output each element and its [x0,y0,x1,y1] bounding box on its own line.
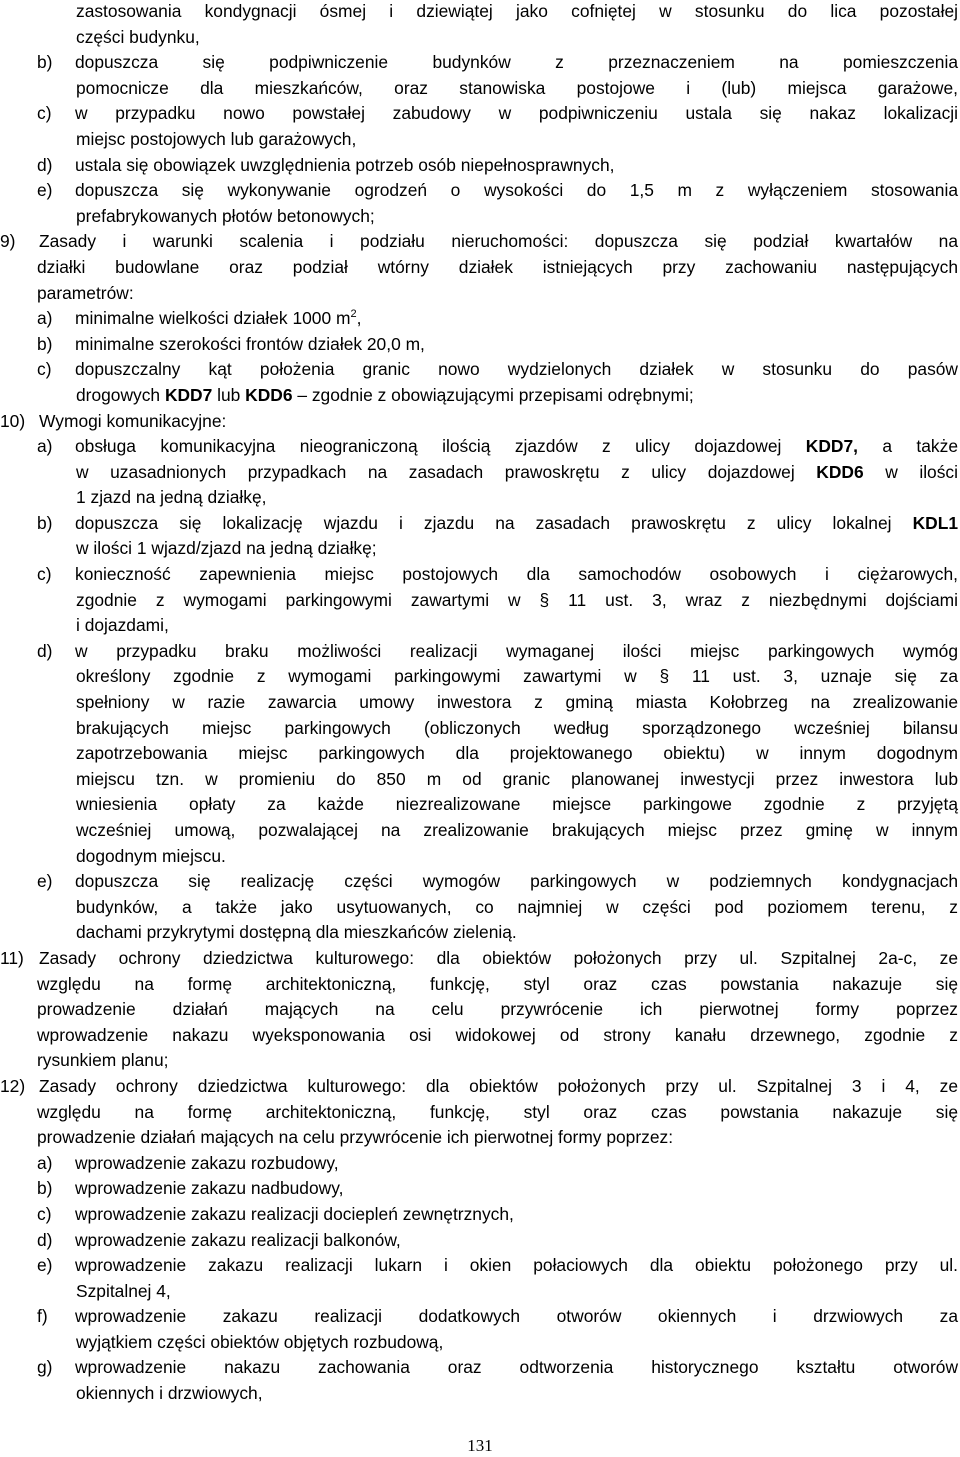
text-run: Wymogi komunikacyjne: [39,410,227,431]
list-item-line [0,50,960,76]
list-item-line [0,1151,960,1177]
text-run: , [356,308,362,329]
text-line [0,741,960,767]
text-line [0,972,960,998]
text-run: pomocnicze dla mieszkańców, oraz stanowiska postojowe i (lub) miejsca garażowe, [76,77,958,98]
superscript: 2 [350,308,357,321]
list-item-line [0,434,960,460]
list-marker: c) [37,359,52,380]
list-item-line [0,869,960,895]
text-line [0,25,960,51]
text-line [0,281,960,307]
road-code: KDD7, [805,436,858,457]
list-marker: 12) [0,1075,26,1096]
list-item-line [0,1074,960,1100]
text-run: wyjątkiem części obiektów objętych rozbudową, [76,1331,444,1352]
list-item-line [0,639,960,665]
text-run: miejscu tzn. w promieniu do 850 m od granic planowanej inwestycji przez inwestora lub [76,768,958,789]
list-item-line [0,409,960,435]
list-marker: d) [37,640,53,661]
text-line [0,204,960,230]
text-line [0,767,960,793]
list-item-line [0,229,960,255]
text-run: minimalne szerokości frontów działek 20,0 m, [75,333,425,354]
text-line [0,255,960,281]
list-marker: d) [37,1229,53,1250]
list-marker: 11) [0,947,24,968]
text-run: Szpitalnej 4, [76,1280,171,1301]
text-run: dopuszczalny kąt położenia granic nowo wydzielonych działek w stosunku do pasów [75,359,958,380]
list-item-line [0,332,960,358]
list-marker: d) [37,154,53,175]
text-run: wcześniej umową, pozwalającej na zrealizowanie brakujących miejsc przez gminę w innym [76,820,958,840]
text-run: dopuszcza się realizację części wymogów parkingowych w podziemnych kondygnacjach [75,871,958,892]
list-marker: 9) [0,231,16,252]
text-run: zastosowania kondygnacji ósmej i dziewiątej jako cofniętej w stosunku do lica pozostałej [76,1,958,21]
text-run: ustala się obowiązek uwzględnienia potrzeb osób niepełnosprawnych, [75,154,615,175]
text-run: rysunkiem planu; [37,1050,169,1071]
list-item-line [0,1253,960,1279]
text-line [0,76,960,102]
text-line [0,818,960,844]
list-item-line [0,1176,960,1202]
text-line [0,690,960,716]
list-item-line [0,357,960,383]
list-item-line [0,511,960,537]
text-line [0,997,960,1023]
text-line [0,0,960,25]
text-line [0,588,960,614]
list-item-line [0,1228,960,1254]
list-marker: b) [37,333,53,354]
list-marker: a) [37,436,53,457]
text-line [0,383,960,409]
text-line [0,536,960,562]
list-marker: b) [37,512,53,533]
list-item-line [0,153,960,179]
text-run: dogodnym miejscu. [76,845,226,866]
list-marker: b) [37,1178,53,1199]
text-run: prefabrykowanych płotów betonowych; [76,205,375,226]
road-code: KDD7 [164,384,213,405]
text-run: wprowadzenie zakazu nadbudowy, [75,1178,344,1199]
text-line [0,664,960,690]
list-marker: 10) [0,410,26,431]
text-run: w ilości [863,461,958,482]
text-line [0,1330,960,1356]
text-run: wprowadzenie nakazu wyeksponowania osi widokowej od strony kanału drzewnego, zgodnie z [37,1024,958,1045]
text-run: części budynku, [76,26,200,47]
text-run: wprowadzenie zakazu realizacji balkonów, [75,1229,401,1250]
text-line [0,127,960,153]
text-run: Zasady i warunki scalenia i podziału nieruchomości: dopuszcza się podział kwartałów na [39,231,958,252]
text-run: spełniony w razie zawarcia umowy inwestora z gminą miasta Kołobrzeg na zrealizowanie [76,692,958,713]
list-marker: b) [37,52,53,73]
list-item-line [0,101,960,127]
text-run: okiennych i drzwiowych, [76,1383,263,1404]
text-run: Zasady ochrony dziedzictwa kulturowego: dla obiektów położonych przy ul. Szpitalnej 2a-c, ze [39,947,958,968]
text-run: 1 zjazd na jedną działkę, [76,487,267,508]
text-run: w ilości 1 wjazd/zjazd na jedną działkę; [76,538,377,559]
list-marker: c) [37,1203,52,1224]
text-line [0,844,960,870]
text-run: prowadzenie działań mających na celu przywrócenie ich pierwotnej formy poprzez [37,999,958,1020]
list-marker: a) [37,308,53,329]
text-run: wprowadzenie nakazu zachowania oraz odtworzenia historycznego kształtu otworów [75,1357,958,1378]
text-run: – zgodnie z obowiązującymi przepisami odrębnymi; [292,384,694,405]
text-run: w przypadku braku możliwości realizacji wymaganej ilości miejsc parkingowych wymóg [75,640,958,661]
list-item-line [0,1202,960,1228]
text-line [0,895,960,921]
text-line [0,613,960,639]
text-run: dachami przykrytymi dostępną dla mieszkańców zielenią. [76,922,517,943]
list-marker: c) [37,103,52,124]
text-run: parametrów: [37,282,134,303]
text-run: wniesienia opłaty za każde niezrealizowane miejsce parkingowe zgodnie z przyjętą [76,794,958,815]
text-run: dopuszcza się podpiwniczenie budynków z przeznaczeniem na pomieszczenia [75,52,958,73]
text-run: miejsc postojowych lub garażowych, [76,128,357,149]
list-marker: c) [37,564,52,585]
text-run: i dojazdami, [76,615,169,636]
text-run: zapotrzebowania miejsc parkingowych dla projektowanego obiektu) w innym dogodnym [76,743,958,764]
text-run: a także [857,436,958,457]
road-code: KDD6 [816,461,864,482]
text-run: wprowadzenie zakazu realizacji dociepleń zewnętrznych, [75,1203,514,1224]
list-marker: e) [37,180,53,201]
text-run: Zasady ochrony dziedzictwa kulturowego: dla obiektów położonych przy ul. Szpitalnej 3 i 4, ze [39,1075,958,1096]
text-run: brakujących miejsc parkingowych (obliczonych według sporządzonego wcześniej bilansu [76,717,958,738]
text-run: obsługa komunikacyjna nieograniczoną ilością zjazdów z ulicy dojazdowej [75,436,806,457]
list-marker: a) [37,1152,53,1173]
text-run: względu na formę architektoniczną, funkcję, styl oraz czas powstania nakazuje się [37,1101,958,1122]
text-run: w przypadku nowo powstałej zabudowy w podpiwniczeniu ustala się nakaz lokalizacji [75,103,958,124]
list-item-line [0,562,960,588]
list-marker: g) [37,1357,53,1378]
text-run: dopuszcza się wykonywanie ogrodzeń o wysokości do 1,5 m z wyłączeniem stosowania [75,180,958,201]
text-line [0,1100,960,1126]
text-line [0,1048,960,1074]
text-line [0,792,960,818]
text-run: określony zgodnie z wymogami parkingowymi zawartymi w § 11 ust. 3, uznaje się za [76,666,958,687]
list-item-line [0,306,960,332]
text-run: względu na formę architektoniczną, funkcję, styl oraz czas powstania nakazuje się [37,973,958,994]
list-marker: e) [37,871,53,892]
road-code: KDL1 [912,512,958,533]
text-run: wprowadzenie zakazu realizacji dodatkowych otworów okiennych i drzwiowych za [75,1306,958,1327]
list-item-line [0,178,960,204]
text-run: lub [212,384,246,405]
page-number: 131 [467,1436,493,1455]
text-run: w uzasadnionych przypadkach na zasadach prawoskrętu z ulicy dojazdowej [76,461,817,482]
road-code: KDD6 [245,384,293,405]
text-run: konieczność zapewnienia miejsc postojowych dla samochodów osobowych i ciężarowych, [75,564,958,585]
text-line [0,1125,960,1151]
text-line [0,460,960,486]
text-run: budynków, a także jako usytuowanych, co najmniej w części pod poziomem terenu, z [76,896,958,917]
list-item-line [0,1355,960,1381]
list-marker: f) [37,1306,48,1327]
text-line [0,920,960,946]
list-item-line [0,1304,960,1330]
text-run: minimalne wielkości działek 1000 m [75,308,351,329]
text-run: prowadzenie działań mających na celu przywrócenie ich pierwotnej formy poprzez: [37,1127,674,1148]
text-line [0,1279,960,1305]
text-run: wprowadzenie zakazu rozbudowy, [75,1152,339,1173]
list-item-line [0,946,960,972]
text-run: działki budowlane oraz podział wtórny działek istniejących przy zachowaniu następujących [37,256,958,277]
text-line [0,485,960,511]
text-run: dopuszcza się lokalizację wjazdu i zjazdu na zasadach prawoskrętu z ulicy lokalnej [75,512,913,533]
list-marker: e) [37,1255,53,1276]
text-line [0,716,960,742]
text-line [0,1381,960,1407]
text-run: wprowadzenie zakazu realizacji lukarn i okien połaciowych dla obiektu położonego przy ul. [75,1255,958,1276]
text-run: drogowych [76,384,165,405]
text-line [0,1023,960,1049]
text-run: zgodnie z wymogami parkingowymi zawartymi w § 11 ust. 3, wraz z niezbędnymi dojściami [76,589,958,610]
